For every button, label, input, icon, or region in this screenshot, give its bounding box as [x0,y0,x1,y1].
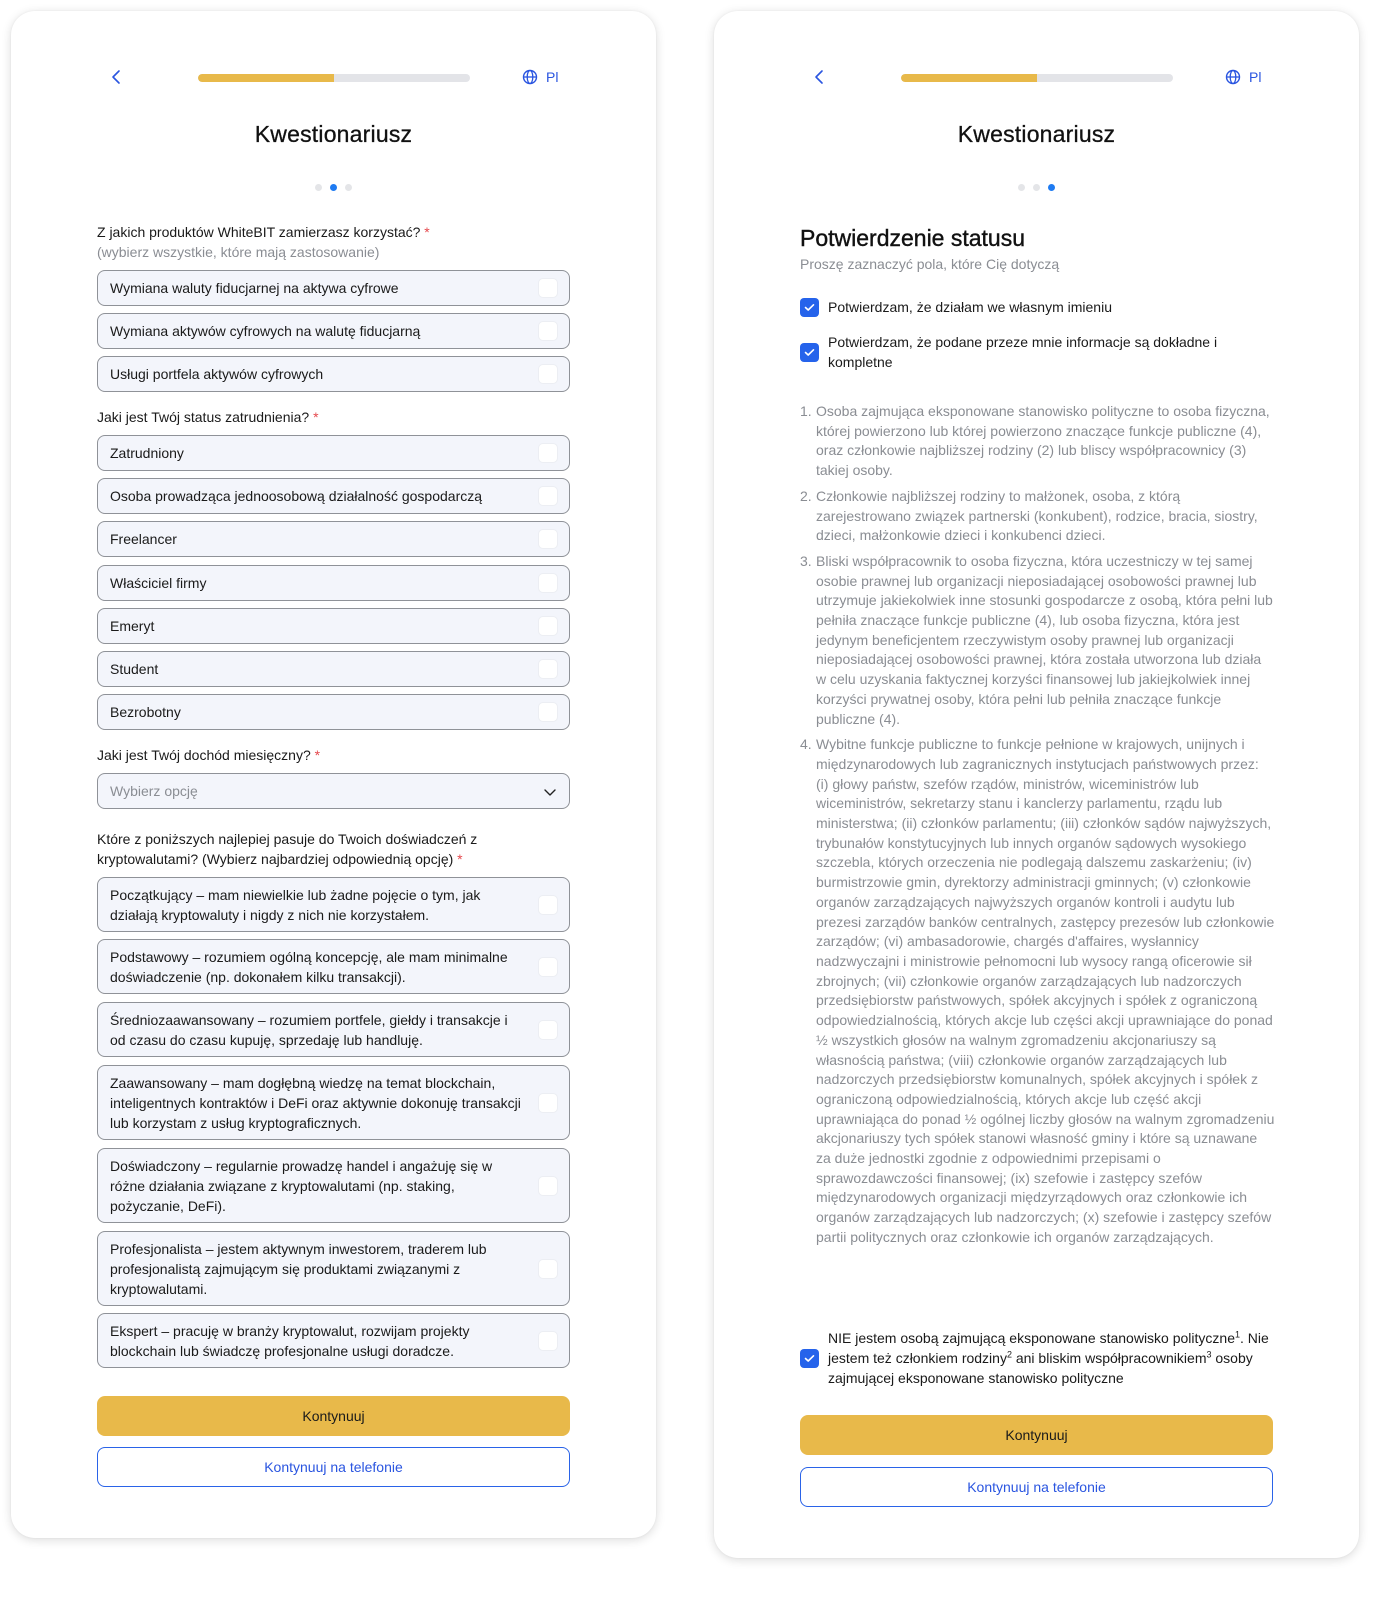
checkbox[interactable] [538,895,558,915]
option-label: Wymiana aktywów cyfrowych na walutę fiducjarną [110,323,421,339]
language-label: Pl [546,69,559,85]
step-dot-2-active [330,184,337,191]
option-unemployed[interactable] [97,694,570,730]
confirm-info-accurate [800,332,1273,372]
step-indicator [97,184,570,191]
required-mark: * [314,747,321,763]
step-dot-3-active [1048,184,1055,191]
option-advanced[interactable] [97,1065,570,1140]
experience-question-label: Które z poniższych najlepiej pasuje do Twoich doświadczeń z kryptowalutami? (Wybierz najbardziej odpowiednią opcję) [97,831,478,867]
checkbox[interactable] [538,1331,558,1351]
checkbox[interactable] [538,364,558,384]
continue-button[interactable]: Kontynuuj [97,1396,570,1436]
option-label: Usługi portfela aktywów cyfrowych [110,366,324,382]
experience-question [97,829,517,869]
section-subtitle: Proszę zaznaczyć pola, które Cię dotyczą [800,256,1060,272]
option-label: Średniozaawansowany – rozumiem portfele, giełdy i transakcje i od czasu do czasu kupuję, sprzedaję lub handluję. [110,1011,508,1048]
step-dot-3 [345,184,352,191]
checkbox-checked[interactable] [800,298,819,317]
option-label: Właściciel firmy [110,575,207,591]
globe-icon [1225,69,1241,85]
checkbox[interactable] [538,529,558,549]
checkbox[interactable] [538,702,558,722]
option-label: Profesjonalista – jestem aktywnym inwestorem, traderem lub profesjonalistą zajmującym się produktami związanymi z kryptowalutami. [110,1240,487,1297]
checkbox[interactable] [538,1020,558,1040]
option-label: Wymiana waluty fiducjarnej na aktywa cyfrowe [110,280,399,296]
checkbox[interactable] [538,321,558,341]
checkbox[interactable] [538,1176,558,1196]
option-label: Freelancer [110,531,177,547]
progress-fill [198,74,334,82]
products-question-label: Z jakich produktów WhiteBIT zamierzasz korzystać? [97,224,421,240]
option-label: Bezrobotny [110,704,181,720]
globe-icon [522,69,538,85]
continue-on-phone-button[interactable]: Kontynuuj na telefonie [800,1467,1273,1507]
option-beginner[interactable] [97,877,570,932]
checkbox[interactable] [538,616,558,636]
pep-declaration-label: NIE jestem osobą zajmującą eksponowane stanowisko polityczne$^1$. Nie jestem też członkiem rodziny$^2$ ani bliskim współpracownikiem$^3$ osoby zajmującej eksponowane stanowisko polityczne [828,1329,1269,1386]
checkmark-icon [804,303,815,312]
option-business-owner[interactable] [97,565,570,601]
required-mark: * [313,409,319,425]
required-mark: * [457,851,463,867]
option-label: Zaawansowany – mam dogłębną wiedzę na temat blockchain, inteligentnych kontraktów i DeFi oraz aktywnie dokonuję transakcji lub korzystam z usług kryptograficznych. [110,1074,521,1131]
page-title: Kwestionariusz [957,121,1116,147]
option-employed[interactable] [97,435,570,471]
checkmark-icon [804,1354,815,1363]
option-student[interactable] [97,651,570,687]
checkbox-checked[interactable] [800,1349,819,1368]
pep-declaration [800,1328,1273,1388]
definition-item: 3. Bliski współpracownik to osoba fizyczna, która uczestniczy w tej samej osobie prawnej lub organizacji nieposiadającej osobowości prawnej lub utrzymuje jakiekolwiek inne stosunki gospodarcze z osobą, która pełni lub pełniła znaczące funkcje publiczne (4), lub osoba fizyczna, która jest jedynym beneficjentem rzeczywistym osoby prawnej lub organizacji nieposiadającej osobowości prawnej, która została utworzona lub działa w celu uzyskania faktycznej korzyści finansowej lub jakiejkolwiek innej korzyści prywatnej osoby, która pełni lub pełniła znaczące funkcje publiczne (4). [800,552,1273,727]
checkbox[interactable] [538,573,558,593]
employment-question-label: Jaki jest Twój status zatrudnienia? [97,409,310,425]
language-selector[interactable] [1225,67,1261,87]
questionnaire-panel-step-3 [714,11,1359,1558]
chevron-left-icon [812,67,828,87]
products-question-hint: (wybierz wszystkie, które mają zastosowanie) [97,244,380,260]
step-dot-1 [315,184,322,191]
checkbox-checked[interactable] [800,343,819,362]
step-dot-1 [1018,184,1025,191]
income-select[interactable] [97,773,570,809]
progress-bar [901,74,1173,82]
option-label: Podstawowy – rozumiem ogólną koncepcję, ale mam minimalne doświadczenie (np. dokonałem kilku transakcji). [110,948,508,985]
option-experienced[interactable] [97,1148,570,1223]
required-mark: * [424,224,430,240]
confirm-label: Potwierdzam, że działam we własnym imieniu [828,299,1112,315]
option-crypto-to-fiat[interactable] [97,313,570,349]
step-dot-2 [1033,184,1040,191]
confirm-own-behalf [800,297,1273,317]
income-question-label: Jaki jest Twój dochód miesięczny? [97,747,311,763]
checkmark-icon [804,348,815,357]
option-sole-proprietor[interactable] [97,478,570,514]
page-title: Kwestionariusz [254,121,413,147]
option-basic[interactable] [97,939,570,994]
language-label: Pl [1249,69,1262,85]
income-question [97,745,320,765]
option-label: Doświadczony – regularnie prowadzę handel i angażuję się w różne działania związane z kryptowalutami (np. staking, pożyczanie, DeFi). [110,1157,493,1214]
checkbox[interactable] [538,1093,558,1113]
option-professional[interactable] [97,1231,570,1306]
checkbox[interactable] [538,1259,558,1279]
option-label: Ekspert – pracuję w branży kryptowalut, rozwijam projekty blockchain lub świadczę profesjonalne usługi doradcze. [110,1322,470,1359]
back-button[interactable] [109,67,125,87]
option-retired[interactable] [97,608,570,644]
checkbox[interactable] [538,443,558,463]
option-wallet-services[interactable] [97,356,570,392]
checkbox[interactable] [538,278,558,298]
chevron-left-icon [109,67,125,87]
option-label: Student [110,661,159,677]
language-selector[interactable] [522,67,558,87]
option-expert[interactable] [97,1313,570,1368]
option-intermediate[interactable] [97,1002,570,1057]
back-button[interactable] [812,67,828,87]
income-select-placeholder: Wybierz opcję [110,783,198,799]
employment-question [97,407,319,427]
checkbox[interactable] [538,486,558,506]
checkbox[interactable] [538,957,558,977]
confirm-label: Potwierdzam, że podane przeze mnie informacje są dokładne i kompletne [828,334,1218,370]
progress-fill [901,74,1037,82]
continue-button[interactable]: Kontynuuj [800,1415,1273,1455]
option-label: Zatrudniony [110,445,184,461]
questionnaire-panel-step-2 [11,11,656,1538]
section-title: Potwierdzenie statusu [800,225,1026,251]
option-label: Początkujący – mam niewielkie lub żadne pojęcie o tym, jak działają kryptowaluty i nigdy z nich nie korzystałem. [110,886,481,923]
definition-item: 1. Osoba zajmująca eksponowane stanowisko polityczne to osoba fizyczna, której powierzono lub której powierzono znaczące funkcje publiczne (4), oraz członkowie najbliższej rodziny (2) lub bliscy współpracownicy (3) takiej osoby. [800,403,1270,479]
option-fiat-to-crypto[interactable] [97,270,570,306]
definition-item: 2. Członkowie najbliższej rodziny to małżonek, osoba, z którą zarejestrowano związek partnerski (konkubent), rodzice, bracia, siostry, dzieci, małżonkowie dzieci i konkubenci dzieci. [800,487,1258,544]
continue-on-phone-button[interactable]: Kontynuuj na telefonie [97,1447,570,1487]
step-indicator [800,184,1273,191]
products-question [97,222,570,262]
checkbox[interactable] [538,659,558,679]
chevron-down-icon [543,785,557,799]
option-label: Osoba prowadząca jednoosobową działalność gospodarczą [110,488,483,504]
progress-bar [198,74,470,82]
option-label: Emeryt [110,618,155,634]
option-freelancer[interactable] [97,521,570,557]
definition-item: 4. Wybitne funkcje publiczne to funkcje pełnione w krajowych, unijnych i międzynarodowych lub zagranicznych instytucjach państwowych przez: (i) głowy państw, szefów rządów, ministrów, wiceministrów lub wiceministrów, sekretarzy stanu i kanclerzy parlamentu, rządu lub ministerstwa; (ii) członków parlamentu; (iii) członków sądów najwyższych, trybunałów konstytucyjnych lub innych organów sądowych wysokiego szczebla, których orzeczenia nie podlegają dalszemu zaskarżeniu; (iv) burmistrzowie gmin, dyrektorzy administracji gminnych; (v) członkowie organów zarządzających najwyższych organów kontroli i audytu lub prezesi zarządów banków centralnych, zastępcy prezesów lub członkowie zarządów; (vi) ambasadorowie, chargés d'affaires, wysłannicy nadzwyczajni i ministrowie pełnomocni lub wysocy rangą oficerowie sił zbrojnych; (vii) członkowie organów zarządzających lub nadzorczych przedsiębiorstw państwowych, spółek akcyjnych i spółek z ograniczoną odpowiedzialnością, których akcje lub części akcji uprawniające do ponad ½ wszystkich głosów na walnym zgromadzeniu akcjonariuszy są własnością państwa; (viii) członkowie organów zarządzających lub nadzorczych przedsiębiorstw komunalnych, spółek akcyjnych i spółek z ograniczoną odpowiedzialnością, których akcje lub część akcji uprawniająca do ponad ½ ogólnej liczby głosów na walnym zgromadzeniu akcjonariuszy tych spółek stanowi własność gminy i które są uznawane za duże jednostki zgodnie z odpowiednimi przepisami o sprawozdawczości finansowej; (ix) szefowie i zastępcy szefów międzynarodowych organizacji międzyrządowych oraz członkowie ich organów zarządzających lub nadzorczych; (x) szefowie i zastępcy szefów partii politycznych oraz członkowie ich organów zarządzających. [800,736,1275,1245]
pep-definitions-list [800,402,1275,1254]
header-bar [800,67,1273,87]
header-bar [97,67,570,87]
